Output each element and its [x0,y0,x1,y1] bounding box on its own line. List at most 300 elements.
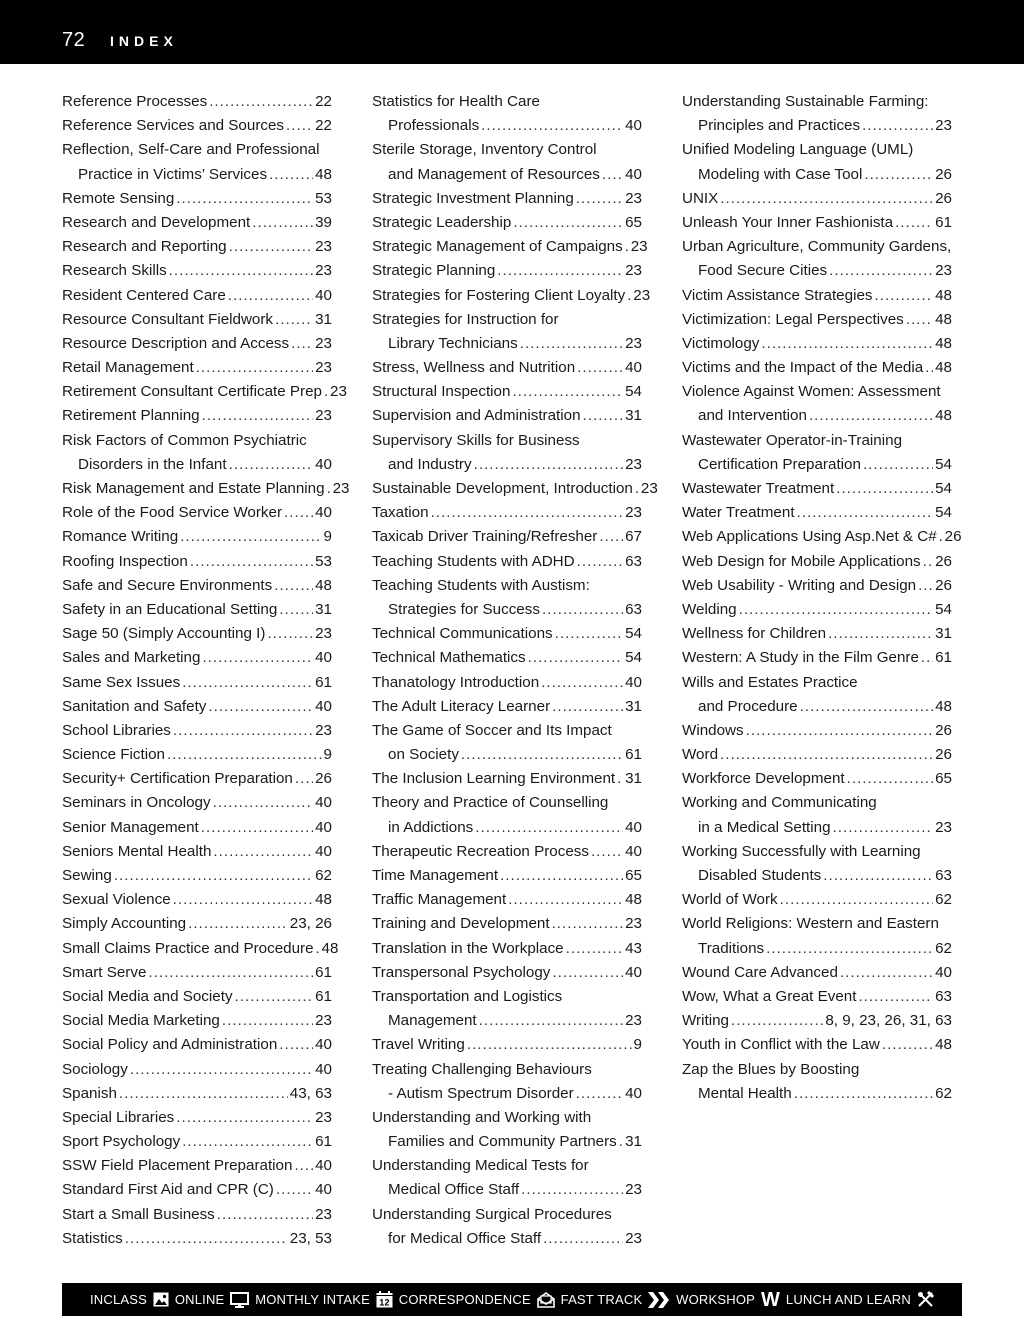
index-entry-title: World of Work [682,891,778,909]
monitor-icon [230,1292,249,1308]
index-entry-title: Medical Office Staff [388,1181,520,1199]
dot-leader [828,622,933,646]
legend-fast-track [561,1292,671,1308]
index-entry-line [372,1058,642,1082]
index-entry-page: 54 [935,480,952,497]
index-entry [372,719,642,767]
index-entry-continuation [682,404,952,428]
index-entry-line [682,90,952,114]
index-entry-title: Welding [682,600,737,618]
dot-leader [625,235,629,259]
index-entry-title: Resource Consultant Fieldwork [62,310,274,328]
index-entry-title: Wound Care Advanced [682,963,838,981]
index-entry-line [62,284,332,308]
dot-leader [201,816,313,840]
index-entry-continuation [682,259,952,283]
index-entry-title: Statistics [62,1229,123,1247]
index-entry-page: 48 [315,576,332,594]
index-entry-page: 54 [935,455,952,473]
index-entry-page: 23 [625,1229,642,1247]
index-column-3 [682,90,962,1106]
index-entry-title: Risk Management and Estate Planning [62,480,325,497]
index-entry-page: 40 [625,842,642,860]
index-entry-title: World Religions: Western and Eastern [682,915,939,933]
index-entry-title: Mental Health [698,1084,792,1102]
dot-leader [847,767,933,791]
index-entry-title: Treating Challenging Behaviours [372,1060,592,1078]
index-entry-line [62,380,347,404]
index-entry-page: 23 [315,407,332,425]
index-entry-line [62,888,332,912]
index-entry [62,429,332,477]
index-entry-line [62,816,332,840]
index-entry-page: 40 [315,455,332,473]
index-entry-line [62,791,332,815]
index-entry-title: Library Technicians [388,334,518,352]
index-entry-continuation [682,163,952,187]
dot-leader [130,1058,313,1082]
dot-leader [555,622,623,646]
index-entry-page: 63 [625,600,642,618]
index-entry-title: Small Claims Practice and Procedure [62,939,314,957]
index-entry [682,888,952,912]
index-entry-title: Research and Development [62,213,251,231]
index-entry-line [372,356,642,380]
dot-leader [229,235,313,259]
index-entry-title: Victimology [682,334,760,352]
index-entry-title: Unleash Your Inner Fashionista [682,213,894,231]
index-entry [62,138,332,186]
index-entry-page: 31 [625,697,642,715]
index-entry [62,90,332,114]
index-entry-title: Retail Management [62,359,194,377]
index-entry-line [682,840,952,864]
index-entry-title: The Adult Literacy Learner [372,697,551,715]
index-entry-line [372,719,642,743]
index-entry [372,961,642,985]
dot-leader [566,937,623,961]
index-entry [62,1178,332,1202]
index-entry-continuation [682,937,952,961]
index-entry [372,187,642,211]
index-entry [372,308,642,356]
index-entry [372,912,642,936]
utensils-icon [917,1291,934,1308]
index-entry-title: Therapeutic Recreation Process [372,842,589,860]
index-entry-continuation [372,1009,642,1033]
index-entry-page: 62 [935,891,952,909]
index-entry [372,259,642,283]
index-entry-title: Social Media and Society [62,987,233,1005]
index-entry [62,961,332,985]
index-entry-page: 26 [935,576,952,594]
index-entry [62,1033,332,1057]
index-entry [62,211,332,235]
calendar-icon-number: 12 [379,1297,390,1308]
index-entry [682,719,952,743]
index-entry-page: 39 [315,213,332,231]
index-entry-title: Working and Communicating [682,794,877,812]
index-entry-title: Principles and Practices [698,117,861,135]
dot-leader [761,332,933,356]
index-entry [62,840,332,864]
index-entry [682,308,952,332]
dot-leader [316,937,320,961]
index-entry [62,114,332,138]
index-entry-line [682,985,952,1009]
index-entry-line [62,308,332,332]
index-entry-title: and Industry [388,455,472,473]
index-entry [372,501,642,525]
index-entry-page: 23 [315,359,332,377]
index-entry-line [372,646,642,670]
index-entry-title: Travel Writing [372,1036,465,1054]
index-entry-page: 23 [330,383,347,401]
index-entry-page: 61 [315,1133,332,1151]
index-entry [62,864,332,888]
index-entry-line [62,235,332,259]
index-entry-page: 9 [633,1036,642,1054]
mail-icon [537,1292,555,1308]
dot-leader [327,477,331,501]
dot-leader [202,404,313,428]
index-entry [682,187,952,211]
index-entry-line [62,138,332,162]
index-entry [372,791,642,839]
dot-leader [863,453,933,477]
index-entry-page: 8, 9, 23, 26, 31, 63 [825,1012,952,1030]
index-entry-page: 40 [935,963,952,981]
index-entry [62,695,332,719]
index-entry [682,767,952,791]
index-entry-page: 67 [625,528,642,546]
index-entry-title: Understanding Medical Tests for [372,1157,589,1175]
index-entry-title: Seniors Mental Health [62,842,212,860]
index-entry [682,525,962,549]
index-entry-page: 48 [321,939,339,957]
index-entry-line [62,985,332,1009]
dot-leader [528,646,623,670]
index-entry-title: Stress, Wellness and Nutrition [372,359,576,377]
dot-leader [882,1033,933,1057]
index-entry-line [62,961,332,985]
index-entry-page: 23 [633,286,651,304]
index-entry-continuation [372,332,642,356]
index-entry-title: Unified Modeling Language (UML) [682,141,914,159]
index-entry-page: 54 [625,649,642,667]
index-entry-title: Supervisory Skills for Business [372,431,580,449]
index-entry-page: 40 [315,1157,332,1175]
index-entry-line [62,1130,332,1154]
dot-leader [619,1130,623,1154]
index-entry-line [682,574,952,598]
index-entry [62,525,332,549]
index-entry-line [372,1154,642,1178]
legend-label: WORKSHOP [676,1292,756,1307]
dot-leader [627,284,631,308]
dot-leader [267,622,313,646]
index-entry-continuation [682,453,952,477]
index-entry-page: 23 [630,238,648,256]
dot-leader [324,380,328,404]
index-entry-line [62,695,332,719]
index-entry-title: Senior Management [62,818,199,836]
dot-leader [923,550,933,574]
index-entry-line [62,404,332,428]
index-entry-title: Strategies for Instruction for [372,310,559,328]
index-entry-line [372,308,642,332]
index-entry-title: Supervision and Administration [372,407,581,425]
index-entry-title: Water Treatment [682,504,795,522]
index-entry-continuation [372,114,642,138]
index-entry-title: Same Sex Issues [62,673,181,691]
index-entry [372,574,642,622]
index-entry [372,1033,642,1057]
index-entry-continuation [372,1130,642,1154]
index-entry [62,1009,332,1033]
index-entry-line [682,961,952,985]
index-entry-line [62,90,332,114]
index-entry-page: 23 [625,915,642,933]
index-entry [372,767,642,791]
index-entry [62,1082,332,1106]
legend-label: MONTHLY INTAKE [255,1292,370,1307]
dot-leader [176,1106,313,1130]
index-entry-line [62,622,332,646]
index-entry-title: Sport Psychology [62,1133,181,1151]
dot-leader [720,743,933,767]
index-entry-title: Practice in Victims’ Services [78,165,268,183]
index-entry-line [682,211,952,235]
index-entry-title: Remote Sensing [62,189,175,207]
index-entry-title: Sage 50 (Simply Accounting I) [62,625,266,643]
index-entry-page: 40 [625,963,642,981]
index-entry-page: 61 [315,963,332,981]
dot-leader [577,550,623,574]
index-entry-line [372,1106,642,1130]
index-entry [372,235,648,259]
index-entry [682,840,952,888]
dot-leader [512,380,623,404]
dot-leader [508,888,623,912]
index-entry-line [682,501,952,525]
index-entry-page: 40 [625,117,642,135]
dot-leader [202,646,313,670]
index-entry-line [372,671,642,695]
dot-leader [294,1154,313,1178]
index-entry-line [62,1203,332,1227]
index-entry-continuation [372,1178,642,1202]
index-entry-title: Traditions [698,939,765,957]
index-entry-title: Technical Mathematics [372,649,526,667]
dot-leader [284,501,313,525]
index-entry-line [682,671,952,695]
index-entry-line [372,259,642,283]
index-entry-line [372,477,658,501]
dot-leader [190,550,313,574]
index-entry-title: Web Applications Using Asp.Net & C# [682,528,937,546]
dot-leader [217,1203,313,1227]
index-entry-line [682,1009,952,1033]
dot-leader [918,574,933,598]
index-entry-title: Writing [682,1012,729,1030]
index-entry [682,671,952,719]
index-entry-continuation [372,453,642,477]
index-entry-line [372,501,642,525]
index-entry-page: 9 [323,528,332,546]
index-entry-title: Victimization: Legal Perspectives [682,310,904,328]
dot-leader [431,501,624,525]
index-entry-title: Western: A Study in the Film Genre [682,649,919,667]
index-entry [372,284,651,308]
index-entry-title: Sociology [62,1060,128,1078]
index-entry-title: Disorders in the Infant [78,455,227,473]
index-entry-page: 54 [625,383,642,401]
index-entry [682,743,952,767]
index-entry-title: Thanatology Introduction [372,673,540,691]
index-entry-title: Safety in an Educational Setting [62,600,278,618]
dot-leader [276,1178,313,1202]
index-entry-page: 65 [625,213,642,231]
dot-leader [497,259,623,283]
index-entry-page: 31 [625,407,642,425]
index-entry-line [682,235,952,259]
index-entry-line [682,187,952,211]
legend-online [175,1292,250,1308]
index-entry-title: Start a Small Business [62,1205,215,1223]
index-entry [62,187,332,211]
index-entry-title: Teaching Students with Austism: [372,576,590,594]
dot-leader [823,864,933,888]
index-entry-line [62,477,350,501]
index-entry-page: 23 [640,480,658,497]
index-entry-page: 48 [935,359,952,377]
index-entry-line [62,356,332,380]
index-entry-page: 26 [935,721,952,739]
index-entry [62,816,332,840]
index-entry-title: UNIX [682,189,719,207]
dot-leader [599,525,623,549]
legend-correspondence [399,1292,555,1308]
index-entry-page: 40 [625,165,642,183]
dot-leader [858,985,933,1009]
index-entry [62,235,332,259]
dot-leader [731,1009,823,1033]
index-entry-line [372,235,648,259]
index-entry-title: Reference Processes [62,93,208,110]
index-entry [682,356,952,380]
index-entry-line [62,114,332,138]
index-entry-line [682,767,952,791]
index-entry-line [682,332,952,356]
dot-leader [576,187,623,211]
index-entry-page: 23 [625,189,642,207]
index-entry [372,211,642,235]
format-legend-bar [62,1283,962,1316]
dot-leader [780,888,933,912]
index-entry-title: Training and Development [372,915,550,933]
dot-leader [119,1082,288,1106]
index-entry [62,985,332,1009]
index-entry-title: Victim Assistance Strategies [682,286,873,304]
index-entry-title: Certification Preparation [698,455,861,473]
index-entry-title: Wow, What a Great Event [682,987,857,1005]
index-entry-page: 40 [315,649,332,667]
index-entry-line [62,598,332,622]
index-entry-page: 23 [315,1012,332,1030]
index-entry-continuation [682,816,952,840]
dot-leader [125,1227,288,1251]
index-entry [62,646,332,670]
image-icon [153,1292,169,1307]
index-entry-title: Wastewater Treatment [682,480,835,497]
index-entry-title: Youth in Conflict with the Law [682,1036,880,1054]
legend-label: CORRESPONDENCE [398,1292,531,1307]
index-entry-page: 40 [315,842,332,860]
dot-leader [797,501,934,525]
index-entry [682,332,952,356]
index-entry-page: 40 [315,1181,332,1199]
dot-leader [864,163,933,187]
index-entry-page: 23 [315,334,332,352]
index-entry [372,1058,642,1106]
index-entry-page: 26 [944,528,962,546]
index-entry-title: Social Policy and Administration [62,1036,278,1054]
index-entry-page: 23, 53 [289,1229,332,1247]
index-column-2 [372,90,658,1251]
index-entry-page: 9 [323,746,332,764]
index-entry-title: Retirement Consultant Certificate Prep [62,383,322,401]
index-entry [372,356,642,380]
index-entry-page: 48 [935,697,952,715]
index-entry-title: Strategies for Fostering Client Loyalty [372,286,626,304]
index-entry-line [372,211,642,235]
index-entry-continuation [682,695,952,719]
index-entry-line [372,90,642,114]
index-entry-line [682,791,952,815]
index-entry-line [62,1082,332,1106]
index-entry-line [372,622,642,646]
index-entry-title: Risk Factors of Common Psychiatric [62,431,307,449]
index-entry-title: Teaching Students with ADHD [372,552,575,570]
dot-leader [591,840,623,864]
index-entry-page: 40 [315,1060,332,1078]
index-entry-title: Modeling with Case Tool [698,165,863,183]
index-entry-page: 23, 26 [289,915,332,933]
dot-leader [800,695,933,719]
index-entry-line [62,211,332,235]
index-entry-title: on Society [388,746,459,764]
index-entry-title: Sales and Marketing [62,649,201,667]
index-entry-page: 23 [935,818,952,836]
index-entry-title: Spanish [62,1084,117,1102]
index-entry [682,985,952,1009]
index-entry-line [682,646,952,670]
index-entry-page: 61 [315,987,332,1005]
index-entry-line [372,961,642,985]
index-entry [372,695,642,719]
index-entry-title: - Autism Spectrum Disorder [388,1084,574,1102]
index-entry [62,1227,332,1251]
index-entry-title: Special Libraries [62,1108,175,1126]
dot-leader [552,695,623,719]
index-entry [682,574,952,598]
index-entry-page: 23 [935,117,952,135]
index-entry-line [682,429,952,453]
index-entry [372,525,642,549]
index-entry-page: 40 [315,286,332,304]
index-entry-page: 23 [315,238,332,256]
